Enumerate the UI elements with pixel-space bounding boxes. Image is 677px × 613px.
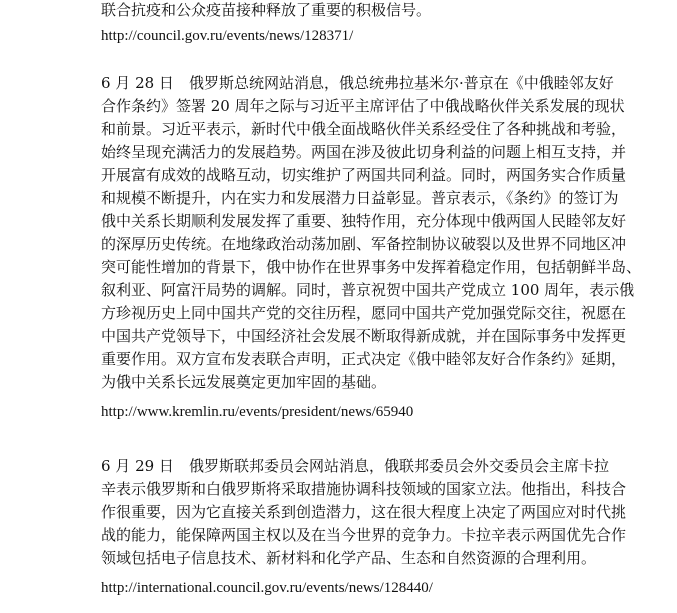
entry-date: 6 月 28 日 (101, 74, 174, 92)
entry-line: 方珍视历史上同中国共产党的交往历程，愿同中国共产党加强党际交往，祝愿在 (101, 304, 627, 322)
entry-line: 和前景。习近平表示，新时代中俄全面战略伙伴关系经受住了各种挑战和考验， (101, 120, 627, 138)
entry-line: 开展富有成效的战略互动，切实维护了两国共同利益。同时，两国务实合作质量 (101, 166, 627, 184)
entry-line: 中国共产党领导下，中国经济社会发展不断取得新成就，并在国际事务中发挥更 (101, 327, 627, 345)
prev-entry-text: 联合抗疫和公众疫苗接种释放了重要的积极信号。 (101, 1, 432, 19)
entry-line: 辛表示俄罗斯和白俄罗斯将采取措施协调科技领域的国家立法。他指出，科技合 (101, 480, 627, 498)
entry-line: 始终呈现充满活力的发展趋势。两国在涉及彼此切身利益的问题上相互支持，并 (101, 143, 627, 161)
entry-jun28-first-line (101, 73, 614, 93)
entry-url[interactable]: http://international.council.gov.ru/events/news/128440/ (101, 580, 433, 596)
entry-jun29-first-line (101, 456, 609, 476)
entry-line: 合作条约》签署 20 周年之际与习近平主席评估了中俄战略伙伴关系发展的现状 (101, 97, 625, 115)
entry-line: 为俄中关系长远发展奠定更加牢固的基础。 (101, 373, 387, 391)
entry-line: 和规模不断提升，内在实力和发展潜力日益彰显。普京表示，《条约》的签订为 (101, 189, 619, 207)
entry-line: 叙利亚、阿富汗局势的调解。同时，普京祝贺中国共产党成立 100 周年，表示俄 (101, 281, 635, 299)
entry-date: 6 月 29 日 (101, 457, 174, 475)
entry-line: 的深厚历史传统。在地缘政治动荡加剧、军备控制协议破裂以及世界不同地区冲 (101, 235, 627, 253)
entry-line: 俄罗斯总统网站消息，俄总统弗拉基米尔·普京在《中俄睦邻友好 (189, 74, 614, 92)
entry-line: 突可能性增加的背景下，俄中协作在世界事务中发挥着稳定作用，包括朝鲜半岛、 (101, 258, 642, 276)
entry-line: 战的能力，能保障两国主权以及在当今世界的竞争力。卡拉辛表示两国优先合作 (101, 526, 627, 544)
entry-line: 领域包括电子信息技术、新材料和化学产品、生态和自然资源的合理利用。 (101, 549, 597, 567)
entry-line: 俄罗斯联邦委员会网站消息，俄联邦委员会外交委员会主席卡拉 (189, 457, 610, 475)
entry-line: 重要作用。双方宣布发表联合声明，正式决定《俄中睦邻友好合作条约》延期， (101, 350, 627, 368)
entry-line: 作很重要，因为它直接关系到创造潜力，这在很大程度上决定了两国应对时代挑 (101, 503, 627, 521)
prev-entry-url[interactable]: http://council.gov.ru/events/news/128371/ (101, 28, 354, 44)
entry-url[interactable]: http://www.kremlin.ru/events/president/news/65940 (101, 404, 414, 420)
entry-line: 俄中关系长期顺利发展发挥了重要、独特作用，充分体现中俄两国人民睦邻友好 (101, 212, 627, 230)
